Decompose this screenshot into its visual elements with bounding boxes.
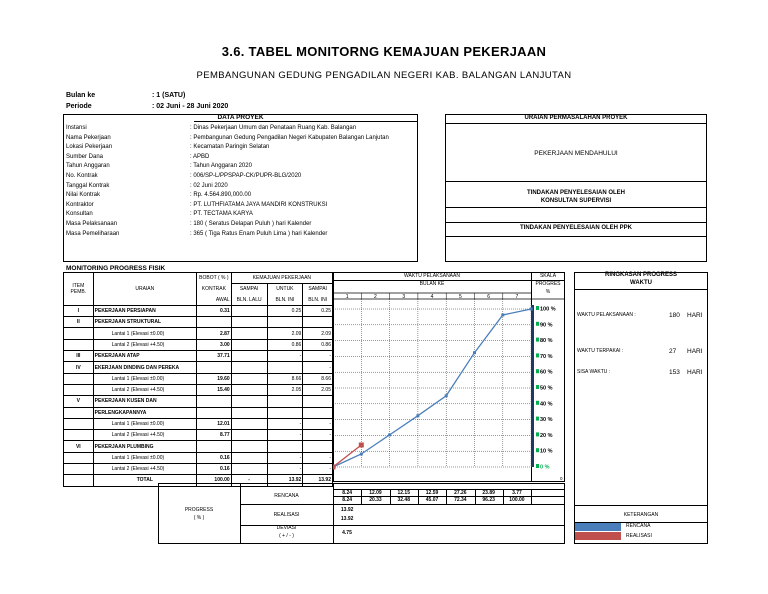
- konsultan-header-2: KONSULTAN SUPERVISI: [540, 198, 612, 204]
- month-label: 5: [458, 294, 462, 300]
- col-bobot-header: BOBOT ( % ): [196, 273, 231, 284]
- row-lalu: [231, 328, 267, 339]
- info-label: Sumber Dana: [66, 153, 104, 160]
- legend-rencana-swatch: [575, 523, 621, 531]
- info-label: Masa Pelaksanaan: [66, 221, 118, 227]
- scale-label: 40 %: [540, 401, 553, 408]
- row-uraian: PEKERJAAN ATAP: [93, 351, 196, 362]
- month-label: 4: [430, 294, 434, 300]
- info-value: : APBD: [190, 153, 210, 160]
- info-value: : 365 ( Tiga Ratus Enam Puluh Lima ) hari Kalender: [190, 230, 328, 237]
- col-sampai-lalu-2: BLN. LALU: [231, 295, 267, 306]
- scale-label: 70 %: [540, 353, 553, 360]
- row-sampai: -: [303, 418, 333, 429]
- ringkasan-header-1: RINGKASAN PROGRESS: [604, 272, 677, 278]
- bulan-label: Bulan ke: [66, 92, 96, 99]
- row-uraian: Lantai 1 (Elevasi ±0.00): [93, 373, 196, 384]
- col-bobot-kontrak: KONTRAK: [196, 284, 231, 295]
- col-bobot-awal: AWAL: [196, 295, 231, 306]
- row-uraian: PEKERJAAN PERSIAPAN: [93, 305, 196, 316]
- col-sampai-ini-2: BLN. INI: [303, 295, 333, 306]
- row-ini: 8.66: [267, 373, 303, 384]
- row-sampai: [303, 396, 333, 407]
- info-value: : Pembangunan Gedung Pengadilan Negeri Kabupaten Balangan Lanjutan: [190, 134, 389, 141]
- scale-label: 30 %: [540, 417, 553, 424]
- scale-marker: [536, 401, 539, 405]
- progress-label-2: ( % ): [193, 515, 205, 521]
- row-uraian: Lantai 2 (Elevasi +4.50): [93, 339, 196, 350]
- table-row: [64, 418, 333, 429]
- info-value: : PT. LUTHFIATAMA JAYA MANDIRI KONSTRUKSI: [190, 201, 328, 208]
- info-label: Tahun Anggaran: [66, 163, 110, 170]
- row-ini: 0.86: [267, 339, 303, 350]
- row-lalu: [231, 396, 267, 407]
- permasalahan-content: PEKERJAAN MENDAHULUI: [534, 150, 618, 157]
- ringkasan-value: 153: [669, 369, 680, 376]
- info-label: Instansi: [66, 125, 87, 131]
- row-item: II: [64, 317, 94, 328]
- row-bobot: 0.16: [196, 464, 231, 475]
- progress-cell: 8.24: [342, 490, 353, 496]
- row-sampai: [303, 407, 333, 418]
- col-sampai-lalu-1: SAMPAI: [231, 284, 267, 295]
- progress-cell: 32.48: [397, 497, 410, 503]
- row-bobot: [196, 441, 231, 452]
- info-label: Tanggal Kontrak: [66, 182, 110, 189]
- row-uraian: PERLENGKAPANNYA: [93, 407, 196, 418]
- row-bobot: 37.71: [196, 351, 231, 362]
- row-bobot: [196, 407, 231, 418]
- table-row: [64, 441, 333, 452]
- row-ini: -: [267, 452, 303, 463]
- realisasi-point: [333, 465, 336, 470]
- row-ini: [267, 317, 303, 328]
- row-lalu: [231, 339, 267, 350]
- ringkasan-unit: HARI: [687, 348, 703, 355]
- monitoring-title: MONITORING PROGRESS FISIK: [66, 265, 166, 272]
- row-sampai: -: [303, 430, 333, 441]
- ringkasan-label: WAKTU TERPAKAI :: [577, 348, 624, 354]
- table-row: [64, 407, 333, 418]
- row-ini: -: [267, 430, 303, 441]
- info-label: Nama Pekerjaan: [66, 134, 111, 141]
- total-total_ini: 13.92: [267, 475, 303, 486]
- table-row: [64, 452, 333, 463]
- row-sampai: -: [303, 464, 333, 475]
- row-item: V: [64, 396, 94, 407]
- progress-cell: 45.07: [425, 497, 439, 503]
- info-value: : Dinas Pekerjaan Umum dan Penataan Ruang Kab. Balangan: [190, 125, 357, 131]
- total-empty: [64, 475, 94, 486]
- row-uraian: Lantai 2 (Elevasi +4.50): [93, 464, 196, 475]
- ringkasan-header-2: WAKTU: [630, 280, 652, 286]
- scale-label: 60 %: [540, 369, 553, 376]
- row-lalu: [231, 373, 267, 384]
- row-item: III: [64, 351, 94, 362]
- rencana-point: [473, 351, 476, 354]
- data-proyek-header: DATA PROYEK: [217, 114, 264, 121]
- ringkasan-value: 27: [669, 348, 677, 355]
- row-item: [64, 339, 94, 350]
- info-value: : Tahun Anggaran 2020: [190, 163, 252, 170]
- row-item: [64, 407, 94, 418]
- row-ini: [267, 407, 303, 418]
- rencana-label: RENCANA: [274, 493, 299, 499]
- scale-label: 100 %: [540, 306, 556, 313]
- info-value: : Rp. 4.564.890,000.00: [190, 192, 252, 199]
- permasalahan-box: [445, 114, 707, 262]
- scale-label: 0 %: [540, 464, 550, 471]
- row-lalu: [231, 407, 267, 418]
- row-item: [64, 328, 94, 339]
- row-ini: 2.09: [267, 328, 303, 339]
- progress-row-divider: [333, 496, 565, 497]
- scale-marker: [536, 338, 539, 342]
- deviasi-label-2: ( + / - ): [279, 533, 294, 539]
- row-bobot: 12.01: [196, 418, 231, 429]
- row-bobot: 2.87: [196, 328, 231, 339]
- row-item: [64, 384, 94, 395]
- progress-cell: 12.15: [397, 490, 410, 496]
- row-item: VI: [64, 441, 94, 452]
- scale-label: 80 %: [540, 338, 553, 345]
- scale-marker: [536, 369, 539, 373]
- total-total_label: TOTAL: [93, 475, 196, 486]
- deviasi-label-1: DEVIASI: [276, 525, 297, 531]
- row-uraian: Lantai 1 (Elevasi ±0.00): [93, 452, 196, 463]
- row-sampai: 8.66: [303, 373, 333, 384]
- table-row: [64, 317, 333, 328]
- row-uraian: Lantai 1 (Elevasi ±0.00): [93, 328, 196, 339]
- row-sampai: -: [303, 452, 333, 463]
- ppk-header: TINDAKAN PENYELESAIAN OLEH PPK: [519, 225, 632, 231]
- row-ini: -: [267, 464, 303, 475]
- periode-label: Periode: [66, 103, 92, 110]
- konsultan-header-1: TINDAKAN PENYELESAIAN OLEH: [526, 190, 625, 196]
- row-bobot: [196, 396, 231, 407]
- legend-rencana-label: RENCANA: [626, 523, 651, 529]
- progress-cell: 8.24: [342, 497, 353, 503]
- data-proyek-header-underline: [194, 121, 418, 122]
- row-item: [64, 430, 94, 441]
- ringkasan-value: 180: [669, 312, 680, 319]
- scale-marker: [536, 432, 539, 436]
- row-uraian: PEKERJAAN STRUKTURAL: [93, 317, 196, 328]
- row-lalu: [231, 418, 267, 429]
- info-value: : 006/SP-L/PPSPAP-CK/PUPR-BLG/2020: [190, 173, 302, 179]
- scale-marker: [536, 448, 539, 452]
- permasalahan-header: URAIAN PERMASALAHAN PROYEK: [524, 115, 628, 121]
- row-ini: [267, 396, 303, 407]
- row-item: IV: [64, 362, 94, 373]
- month-label: 3: [402, 294, 406, 300]
- row-bobot: [196, 362, 231, 373]
- progress-cell: 96.23: [482, 497, 495, 503]
- progress-cell: 13.92: [340, 507, 354, 513]
- waktu-header: WAKTU PELAKSANAAN: [404, 273, 460, 279]
- row-lalu: [231, 464, 267, 475]
- periode-value: : 02 Juni - 28 Juni 2020: [152, 103, 229, 110]
- row-sampai: -: [303, 351, 333, 362]
- progress-cell: 20.33: [369, 497, 382, 503]
- row-uraian: Lantai 1 (Elevasi ±0.00): [93, 418, 196, 429]
- progress-cell: 3.77: [512, 490, 522, 496]
- info-label: Kontraktor: [66, 201, 94, 208]
- row-uraian: Lantai 2 (Elevasi +4.50): [93, 384, 196, 395]
- progress-row-divider: [333, 489, 565, 490]
- rencana-point: [416, 414, 419, 417]
- row-uraian: PEKERJAAN KUSEN DAN: [93, 396, 196, 407]
- progress-label-1: PROGRESS: [184, 507, 214, 513]
- row-item: I: [64, 305, 94, 316]
- col-untuk-2: BLN. INI: [267, 295, 303, 306]
- col-kemajuan-header: KEMAJUAN PEKERJAAN: [231, 273, 332, 284]
- row-sampai: 2.05: [303, 384, 333, 395]
- page-subtitle: PEMBANGUNAN GEDUNG PENGADILAN NEGERI KAB. BALANGAN LANJUTAN: [196, 70, 572, 81]
- row-lalu: [231, 351, 267, 362]
- info-value: : Kecamatan Paringin Selatan: [190, 144, 270, 151]
- scale-marker: [536, 417, 539, 421]
- scale-bar: [531, 305, 534, 467]
- page-title: 3.6. TABEL MONITORNG KEMAJUAN PEKERJAAN: [221, 44, 547, 59]
- table-row: [64, 384, 333, 395]
- scale-label: 50 %: [540, 385, 553, 392]
- row-lalu: [231, 384, 267, 395]
- table-row: [64, 464, 333, 475]
- table-row: [64, 339, 333, 350]
- info-label: Nilai Kontrak: [66, 192, 101, 199]
- row-item: [64, 452, 94, 463]
- info-value: : 180 ( Seratus Delapan Puluh ) hari Kalender: [190, 221, 312, 227]
- table-row: [64, 430, 333, 441]
- scale-marker: [536, 353, 539, 357]
- table-row: [64, 328, 333, 339]
- info-value: : PT. TECTAMA KARYA: [190, 211, 253, 218]
- total-total_lalu: -: [231, 475, 267, 486]
- month-label: 6: [487, 294, 491, 300]
- row-bobot: 8.77: [196, 430, 231, 441]
- row-uraian: EKERJAAN DINDING DAN PEREKA: [93, 362, 196, 373]
- row-ini: 0.25: [267, 305, 303, 316]
- row-sampai: 0.25: [303, 305, 333, 316]
- row-ini: -: [267, 418, 303, 429]
- rencana-point: [360, 452, 363, 455]
- ringkasan-label: WAKTU PELAKSANAAN :: [577, 312, 636, 318]
- info-label: Masa Pemeliharaan: [66, 230, 120, 237]
- legend-realisasi-label: REALISASI: [626, 533, 652, 539]
- row-lalu: [231, 441, 267, 452]
- row-ini: 2.05: [267, 384, 303, 395]
- col-untuk-1: UNTUK: [267, 284, 303, 295]
- table-row: [64, 362, 333, 373]
- scale-marker: [536, 306, 539, 310]
- row-sampai: [303, 317, 333, 328]
- rencana-point: [445, 394, 448, 397]
- row-bobot: 15.40: [196, 384, 231, 395]
- progress-chart: [333, 287, 565, 482]
- rencana-point: [530, 308, 533, 311]
- row-item: [64, 464, 94, 475]
- realisasi-point: [359, 443, 364, 448]
- row-sampai: -: [303, 362, 333, 373]
- col-sampai-ini-1: SAMPAI: [303, 284, 333, 295]
- scale-marker: [536, 464, 539, 468]
- row-item: [64, 373, 94, 384]
- total-total_sampai: 13.92: [303, 475, 333, 486]
- ringkasan-label: SISA WAKTU :: [577, 369, 611, 375]
- row-bobot: 0.31: [196, 305, 231, 316]
- row-lalu: [231, 452, 267, 463]
- row-lalu: [231, 362, 267, 373]
- row-bobot: [196, 317, 231, 328]
- info-value: : 02 Juni 2020: [190, 182, 228, 189]
- row-bobot: 3.00: [196, 339, 231, 350]
- progress-cell: 13.92: [340, 516, 354, 522]
- bulan-header: BULAN KE: [419, 281, 445, 287]
- month-label: 7: [515, 294, 519, 300]
- row-ini: [267, 362, 303, 373]
- progress-cell: 72.34: [454, 497, 467, 503]
- row-sampai: 0.86: [303, 339, 333, 350]
- col-item-header: ITEM PEMB.: [64, 273, 94, 306]
- progress-cell: 12.09: [369, 490, 382, 496]
- month-label: 2: [374, 294, 377, 300]
- legend-realisasi-swatch: [575, 532, 621, 540]
- scale-marker: [536, 385, 539, 389]
- row-sampai: [303, 441, 333, 452]
- skala-header-2: PROGRES: [535, 281, 561, 287]
- progress-cell: 27.26: [454, 490, 467, 496]
- scale-label: 90 %: [540, 322, 553, 329]
- table-row: [64, 305, 333, 316]
- monitoring-table: [63, 272, 333, 487]
- progress-cell: 12.59: [425, 490, 439, 496]
- row-ini: -: [267, 351, 303, 362]
- keterangan-label: KETERANGAN: [623, 512, 659, 518]
- total-total_bobot: 100.00: [196, 475, 231, 486]
- scale-label: 10 %: [540, 448, 553, 455]
- bulan-value: : 1 (SATU): [152, 92, 186, 99]
- ringkasan-unit: HARI: [687, 312, 703, 319]
- info-label: Lokasi Pekerjaan: [66, 144, 113, 151]
- row-item: [64, 418, 94, 429]
- deviasi-value: 4.75: [342, 530, 352, 536]
- row-bobot: 0.16: [196, 452, 231, 463]
- ringkasan-unit: HARI: [687, 369, 703, 376]
- scale-marker: [536, 322, 539, 326]
- row-uraian: PEKERJAAN PLUMBING: [93, 441, 196, 452]
- skala-header-1: SKALA: [539, 273, 557, 279]
- scale-label: 20 %: [540, 432, 553, 439]
- rencana-point: [388, 433, 391, 436]
- row-uraian: Lantai 2 (Elevasi +4.50): [93, 430, 196, 441]
- table-row: [64, 396, 333, 407]
- month-label: 1: [345, 294, 349, 300]
- row-ini: [267, 441, 303, 452]
- info-label: No. Kontrak: [66, 173, 98, 179]
- col-uraian-header: URAIAN: [93, 273, 196, 306]
- table-row: [64, 373, 333, 384]
- progress-cell: 23.89: [482, 490, 495, 496]
- row-lalu: [231, 305, 267, 316]
- progress-cell: 100.00: [509, 497, 525, 503]
- scale-zero: 0: [560, 476, 563, 481]
- rencana-point: [501, 313, 504, 316]
- row-lalu: [231, 430, 267, 441]
- row-lalu: [231, 317, 267, 328]
- row-sampai: 2.09: [303, 328, 333, 339]
- table-row: [64, 351, 333, 362]
- realisasi-label: REALISASI: [273, 512, 300, 518]
- row-bobot: 19.60: [196, 373, 231, 384]
- skala-header-3: %: [545, 289, 551, 295]
- info-label: Konsultan: [66, 211, 93, 218]
